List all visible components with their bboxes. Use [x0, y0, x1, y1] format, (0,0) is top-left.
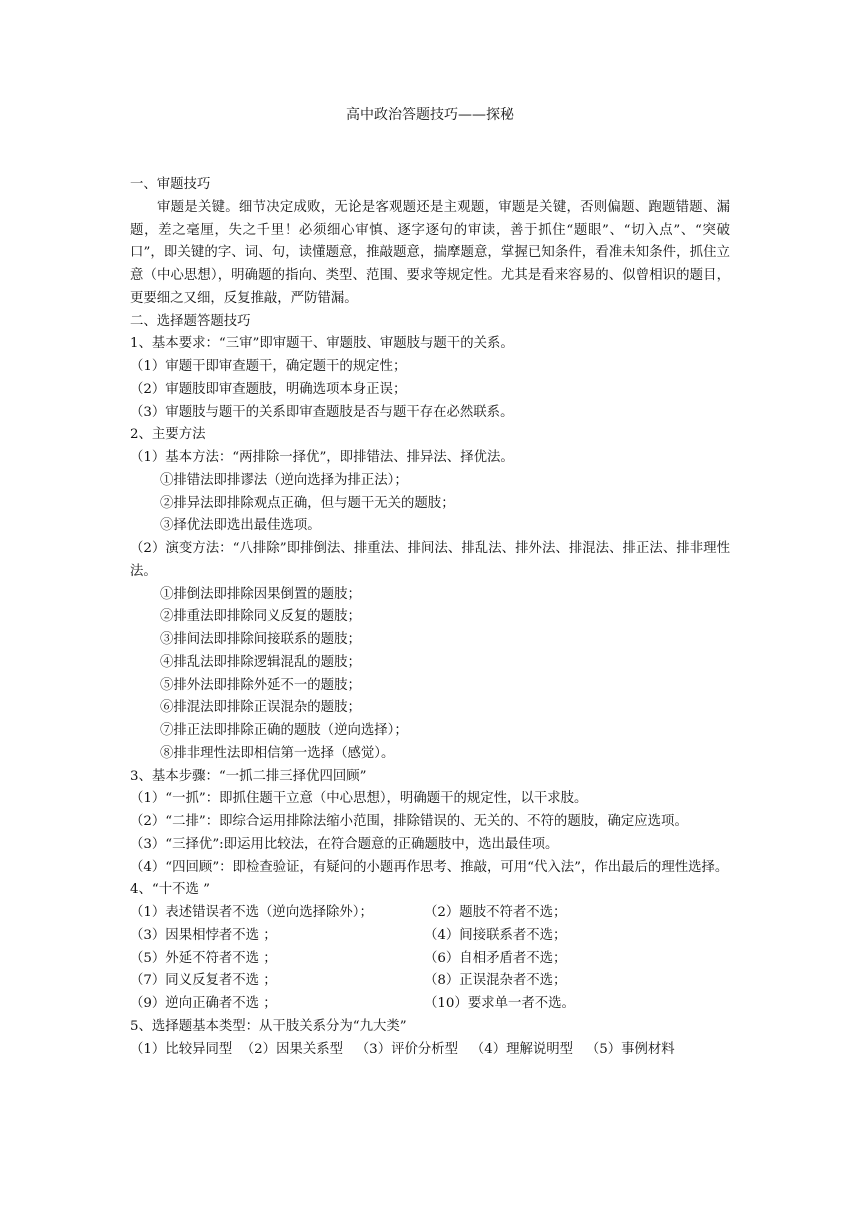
grid-cell: （4）间接联系者不选； — [424, 927, 567, 943]
grid-row — [130, 948, 730, 971]
list-item: ④排乱法即排除逻辑混乱的题肢； — [160, 654, 361, 670]
grid-row — [130, 993, 730, 1016]
list-item: （1）审题干即审查题干，确定题干的规定性； — [130, 359, 407, 374]
paragraph: 审题是关键。细节决定成败，无论是客观题还是主观题，审题是关键，否则偏题、跑题错题、漏题，差之毫厘，失之千里！必须细心审慎、逐字逐句的审读，善于抓住“题眼”、“切入点”、“突破口”，即关键的字、词、句，读懂题意，推敲题意，揣摩题意，掌握已知条件，看准未知条件，抓住立意（中心思想），明确题的指向、类型、范围、要求等规定性。尤其是看来容易的、似曾相识的题目，更要细之又细，反复推敲，严防错漏。 — [130, 199, 730, 306]
grid-cell: （7）同义反复者不选 ； — [130, 973, 277, 989]
grid-cell: （8）正误混杂者不选； — [424, 973, 567, 989]
list-item: （3）“三择优”:即运用比较法，在符合题意的正确题肢中，选出最佳项。 — [130, 836, 559, 852]
list-item: （2）审题肢即审查题肢，明确选项本身正误； — [130, 381, 407, 397]
section-heading: 一、审题技巧 — [130, 177, 211, 192]
list-item: （2）演变方法：“八排除”即排倒法、排重法、排间法、排乱法、排外法、排混法、排正法、排非理性法。 — [130, 541, 730, 579]
list-item: （3）审题肢与题干的关系即审查题肢是否与题干存在必然联系。 — [130, 404, 514, 420]
list-item: ②排重法即排除同义反复的题肢； — [160, 609, 361, 625]
grid-cell: （2）题肢不符者不选； — [424, 905, 567, 920]
list-item: ②排异法即排除观点正确，但与题干无关的题肢； — [160, 495, 455, 511]
grid-cell: （3）因果相悖者不选 ； — [130, 927, 277, 943]
subsection-heading: 2、主要方法 — [130, 427, 206, 443]
grid-cell: （6）自相矛盾者不选； — [424, 950, 567, 966]
list-item: ①排倒法即排除因果倒置的题肢； — [160, 586, 361, 602]
list-item: （1）“一抓”：即抓住题干立意（中心思想），明确题干的规定性，以干求肢。 — [130, 791, 588, 807]
list-item: （1）比较异同型 （2）因果关系型 （3）评价分析型 （4）理解说明型 （5）事例材料 — [130, 1041, 675, 1057]
list-item: ⑧排非理性法即相信第一选择（感觉）。 — [160, 745, 395, 761]
subsection-heading: 4、“十不选 ” — [130, 882, 211, 898]
grid-cell: （10）要求单一者不选。 — [424, 996, 575, 1011]
grid-cell: （5）外延不符者不选 ； — [130, 950, 277, 966]
list-item: ③排间法即排除间接联系的题肢； — [160, 632, 361, 647]
list-item: （1）基本方法：“两排除一择优”，即排错法、排异法、择优法。 — [130, 450, 514, 465]
list-item: ⑦排正法即排除正确的题肢（逆向选择）； — [160, 723, 408, 738]
grid-cell: （1）表述错误者不选（逆向选择除外）； — [130, 905, 373, 920]
subsection-heading: 3、基本步骤：“一抓二排三择优四回顾” — [130, 768, 367, 784]
page-title: 高中政治答题技巧——探秘 — [346, 107, 514, 123]
list-item: ⑤排外法即排除外延不一的题肢； — [160, 677, 361, 693]
list-item: ①排错法即排谬法（逆向选择为排正法）； — [160, 472, 408, 488]
list-item: （4）“四回顾”：即检查验证，有疑问的小题再作思考、推敲，可用“代入法”，作出最后的理性选择。 — [130, 859, 729, 875]
no-select-grid — [130, 902, 730, 1016]
grid-row — [130, 925, 730, 948]
list-item: ③择优法即选出最佳选项。 — [160, 518, 321, 534]
document-body — [130, 174, 730, 1061]
section-heading: 二、选择题答题技巧 — [130, 313, 251, 329]
grid-row — [130, 902, 730, 925]
list-item: ⑥排混法即排除正误混杂的题肢； — [160, 700, 361, 716]
grid-cell: （9）逆向正确者不选 ； — [130, 996, 277, 1011]
subsection-heading: 1、基本要求：“三审”即审题干、审题肢、审题肢与题干的关系。 — [130, 336, 514, 352]
list-item: （2）“二排”：即综合运用排除法缩小范围，排除错误的、无关的、不符的题肢，确定应选项。 — [130, 814, 688, 829]
grid-row — [130, 970, 730, 993]
subsection-heading: 5、选择题基本类型：从干肢关系分为“九大类” — [130, 1018, 407, 1034]
